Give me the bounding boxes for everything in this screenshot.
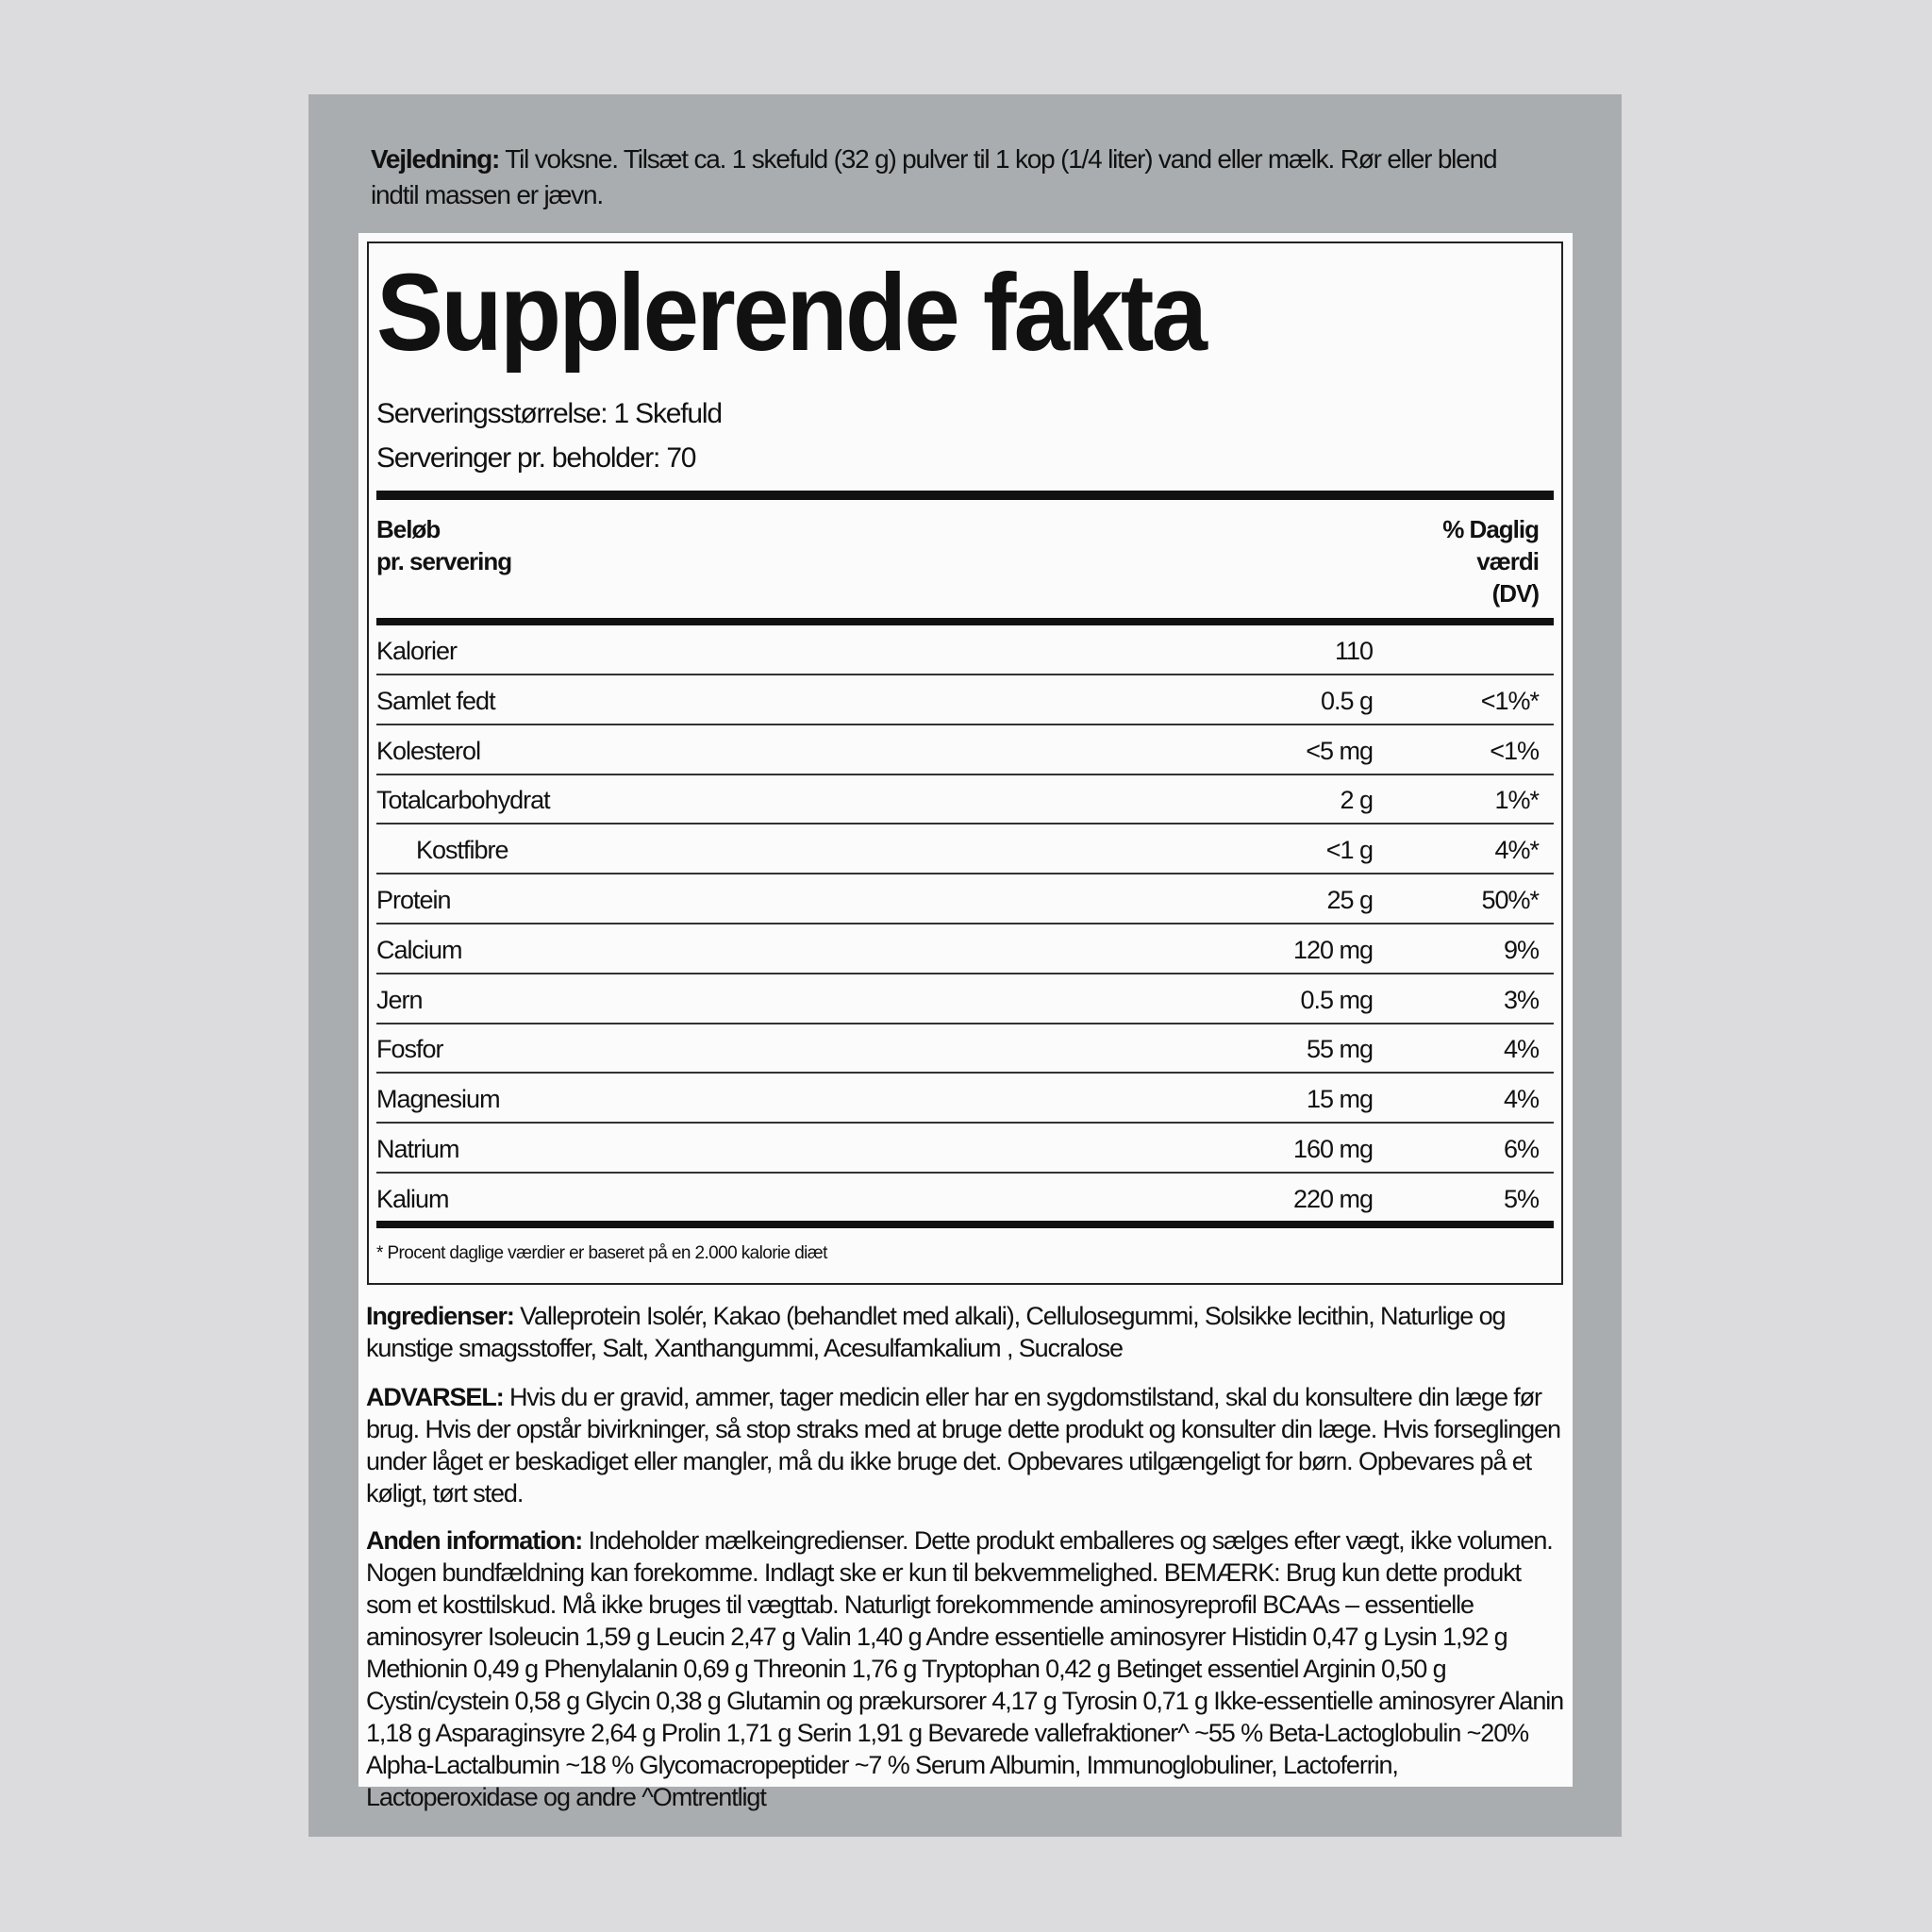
nutrient-amount: 220 mg — [1292, 1184, 1373, 1213]
nutrient-dv: 9% — [1503, 935, 1539, 964]
ingredients-label: Ingredienser: — [366, 1302, 514, 1330]
dv-header-line: værdi — [1476, 547, 1539, 575]
nutrient-dv: 4% — [1503, 1085, 1539, 1114]
nutrient-name: Samlet fedt — [376, 686, 495, 715]
dv-header-line: % Daglig — [1442, 515, 1539, 543]
nutrient-amount: 160 mg — [1292, 1135, 1373, 1163]
footnote: * Procent daglige værdier er baseret på en 2.000 kalorie diæt — [376, 1243, 827, 1263]
nutrient-row — [376, 725, 1554, 775]
divider-thick — [376, 491, 1554, 500]
nutrient-row — [376, 1174, 1554, 1224]
nutrient-dv: <1%* — [1480, 686, 1539, 715]
nutrient-name: Kalium — [376, 1184, 449, 1213]
nutrient-amount: 2 g — [1340, 786, 1373, 815]
nutrient-amount: 110 — [1334, 637, 1373, 665]
serving-size: Serveringsstørrelse: 1 Skefuld — [376, 398, 722, 429]
nutrient-name: Kolesterol — [376, 736, 481, 765]
warning-label: ADVARSEL: — [366, 1383, 504, 1411]
servings-per-container: Serveringer pr. beholder: 70 — [376, 442, 696, 474]
nutrient-name: Fosfor — [376, 1035, 443, 1064]
nutrient-name: Protein — [376, 886, 451, 914]
nutrient-row — [376, 924, 1554, 974]
other-label: Anden information: — [366, 1526, 583, 1555]
ingredients — [366, 1300, 1569, 1364]
nutrient-row — [376, 1074, 1554, 1124]
nutrient-dv: 4% — [1503, 1035, 1539, 1064]
nutrient-dv: 5% — [1503, 1184, 1539, 1213]
nutrient-name: Natrium — [376, 1135, 459, 1163]
nutrient-name: Kalorier — [376, 637, 458, 665]
nutrient-dv: <1% — [1490, 736, 1539, 765]
nutrient-row — [376, 974, 1554, 1024]
nutrient-amount: 0.5 g — [1320, 686, 1373, 715]
nutrient-amount: <1 g — [1325, 836, 1373, 865]
nutrient-row — [376, 824, 1554, 874]
nutrient-row — [376, 874, 1554, 924]
directions-label: Vejledning: — [371, 144, 500, 174]
amount-header-line: pr. servering — [376, 547, 512, 575]
amount-header-line: Beløb — [376, 515, 441, 543]
nutrient-name: Magnesium — [376, 1085, 500, 1114]
nutrient-row — [376, 625, 1554, 675]
nutrient-dv: 6% — [1503, 1135, 1539, 1163]
nutrient-amount: 55 mg — [1306, 1035, 1373, 1064]
nutrient-row — [376, 1024, 1554, 1074]
nutrient-dv: 50%* — [1481, 886, 1539, 914]
warning-text: Hvis du er gravid, ammer, tager medicin eller har en sygdomstilstand, skal du konsultere din læge før brug. Hvis der opstår bivirkninger, så stop straks med at bruge dette produkt og konsulter din læge. Hvis forseglingen under låget er beskadiget eller mangler, må du ikke bruge det. Opbevares utilgængeligt for børn. Opbevares på et køligt, tørt sted. — [366, 1383, 1560, 1507]
nutrient-name: Jern — [376, 985, 423, 1014]
nutrient-amount: 0.5 mg — [1300, 985, 1373, 1014]
directions-text: Til voksne. Tilsæt ca. 1 skefuld (32 g) pulver til 1 kop (1/4 liter) vand eller mælk. Rør eller blend indtil massen er jævn. — [371, 144, 1497, 209]
nutrient-row — [376, 1124, 1554, 1174]
other-information — [366, 1524, 1569, 1813]
facts-title: Supplerende fakta — [376, 251, 1206, 374]
nutrient-amount: <5 mg — [1306, 736, 1373, 765]
directions — [371, 142, 1541, 213]
nutrient-dv: 3% — [1503, 985, 1539, 1014]
nutrient-amount: 25 g — [1326, 886, 1373, 914]
dv-header-line: (DV) — [1491, 579, 1539, 608]
divider-thick — [376, 1221, 1554, 1228]
nutrient-amount: 15 mg — [1306, 1085, 1373, 1114]
nutrient-name: Calcium — [376, 935, 462, 964]
nutrient-row — [376, 675, 1554, 725]
nutrient-name: Kostfibre — [416, 836, 508, 865]
nutrient-name: Totalcarbohydrat — [376, 786, 550, 815]
dv-header — [1442, 513, 1539, 609]
other-text: Indeholder mælkeingredienser. Dette produkt emballeres og sælges efter vægt, ikke volumen. Nogen bundfældning kan forekomme. Indlagt ske er kun til bekvemmelighed. BEMÆRK: Brug kun dette produkt som et kosttilskud. Må ikke bruges til vægttab. Naturligt forekommende aminosyreprofil BCAAs – essentielle aminosyrer Isoleucin 1,59 g Leucin 2,47 g Valin 1,40 g Andre essentielle aminosyrer Histidin 0,47 g Lysin 1,92 g Methionin 0,49 g Phenylalanin 0,69 g Threonin 1,76 g Tryptophan 0,42 g Betinget essentiel Arginin 0,50 g Cystin/cystein 0,58 g Glycin 0,38 g Glutamin og prækursorer 4,17 g Tyrosin 0,71 g Ikke-essentielle aminosyrer Alanin 1,18 g Asparaginsyre 2,64 g Prolin 1,71 g Serin 1,91 g Bevarede vallefraktioner^ ~55 % Beta-Lactoglobulin ~20% Alpha-Lactalbumin ~18 % Glycomacropeptider ~7 % Serum Albumin, Immunoglobuliner, Lactoferrin, Lactoperoxidase og andre ^Omtrentligt — [366, 1526, 1564, 1811]
nutrient-dv: 1%* — [1494, 786, 1539, 815]
nutrient-amount: 120 mg — [1292, 935, 1373, 964]
nutrient-dv: 4%* — [1494, 836, 1539, 865]
amount-header — [376, 513, 511, 577]
ingredients-text: Valleprotein Isolér, Kakao (behandlet med alkali), Cellulosegummi, Solsikke lecithin, Naturlige og kunstige smagsstoffer, Salt, Xanthangummi, Acesulfamkalium , Sucralose — [366, 1302, 1506, 1362]
supplement-facts-box — [367, 242, 1563, 1285]
divider-thick — [376, 618, 1554, 625]
nutrient-row — [376, 774, 1554, 824]
warning — [366, 1381, 1569, 1509]
